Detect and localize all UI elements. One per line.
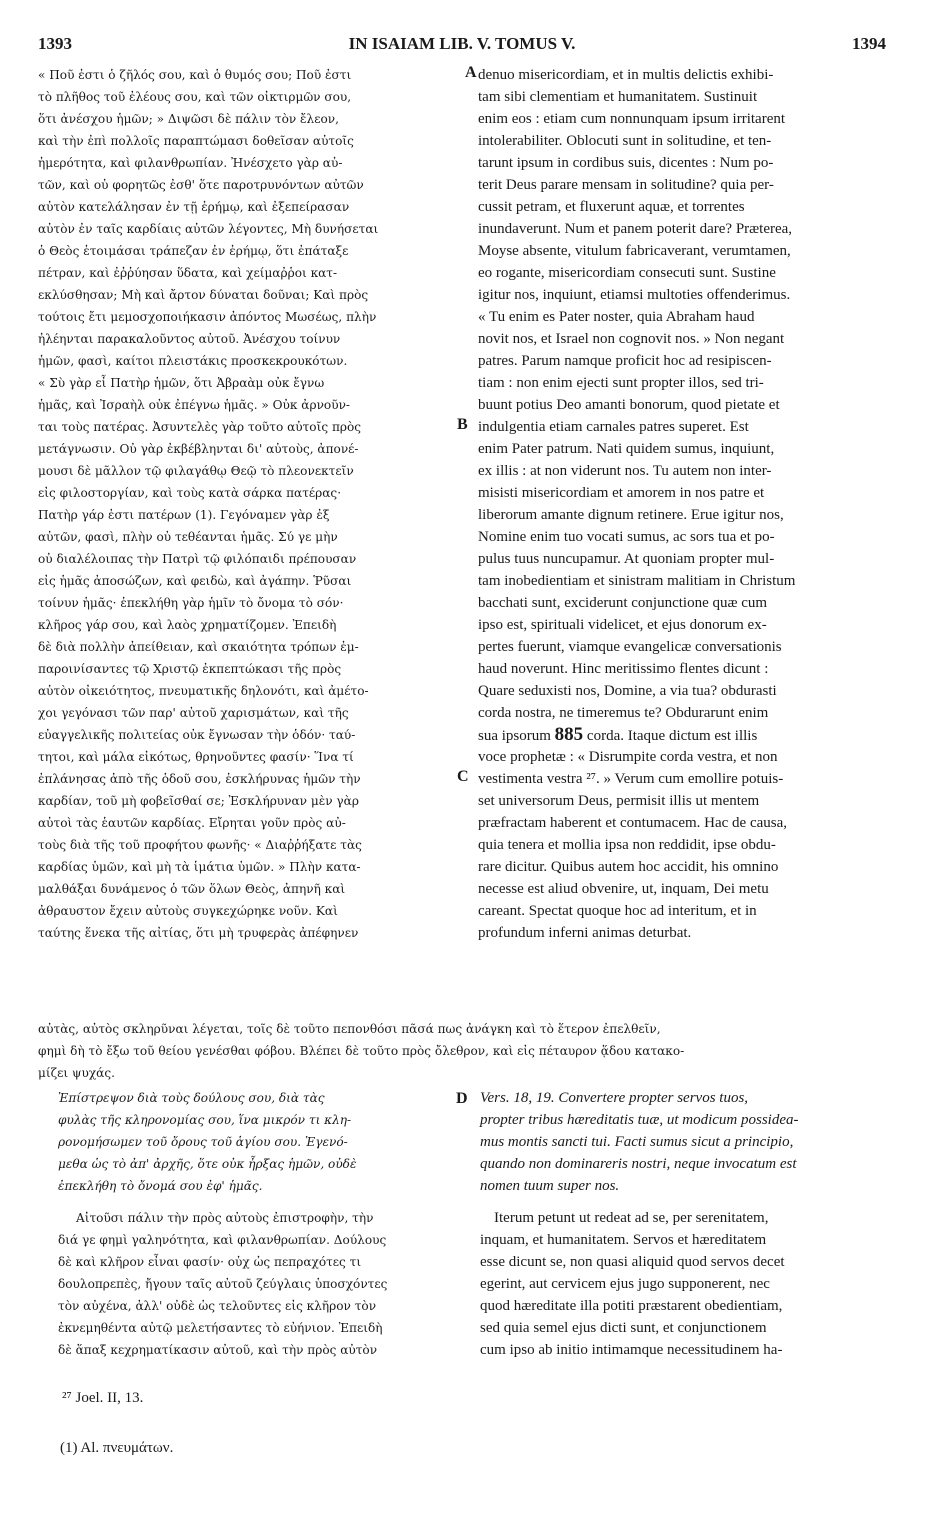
latin-italic-line: propter tribus hæreditatis tuæ, ut modicum possidea-: [480, 1112, 799, 1128]
greek-italic-line: μεθα ὡς τὸ ἀπ' ἀρχῆς, ὅτε οὐκ ἦρξας ἡμῶν, οὐδὲ: [58, 1157, 357, 1171]
latin-text-line: cum ipso ab initio intimamque necessitudinem ha-: [480, 1342, 783, 1358]
latin-text-line: inquam, et humanitatem. Servos et hæreditatem: [480, 1232, 767, 1248]
greek-text-line: αὐτῶν, φασὶ, πλὴν οὐ τεθέανται ἡμᾶς. Σύ γε μὴν: [38, 530, 338, 544]
latin-text-line: Quare seduxisti nos, Domine, a via tua? obdurasti: [478, 683, 777, 699]
latin-text-line: egerint, aut cervicem ejus jugo supponerent, nec: [480, 1276, 770, 1292]
latin-text-line: bacchati sunt, exciderunt conjunctione quæ cum: [478, 595, 768, 611]
latin-text-line: necesse est aliud obvenire, ut, inquam, Dei metu: [478, 881, 769, 897]
latin-italic-line: quando non dominareris nostri, neque invocatum est: [480, 1156, 797, 1172]
greek-span-line: μίζει ψυχάς.: [38, 1066, 115, 1080]
greek-text-line: πέτραν, καὶ ἐῤῥύησαν ὕδατα, καὶ χείμαῤῥοι κατ-: [38, 266, 338, 280]
greek-text-line: ἡμᾶς, καὶ Ἰσραὴλ οὐκ ἐπέγνω ἡμᾶς. » Οὐκ ἀρνοῦν-: [38, 398, 351, 412]
column-number: 885: [554, 724, 584, 745]
latin-text-line: misisti misericordiam et amorem in nos patre et: [478, 485, 765, 501]
greek-text-line: δὲ καὶ κλῆρον εἶναι φασίν· οὐχ ὡς πεπραχότες τι: [58, 1255, 362, 1269]
greek-text-line: « Σὺ γὰρ εἶ Πατὴρ ἡμῶν, ὅτι Ἀβραὰμ οὐκ ἔγνω: [38, 376, 325, 390]
greek-text-line: δὲ διὰ πολλὴν ἀπείθειαν, καὶ σκαιότητα τρόπων ἐμ-: [38, 640, 359, 654]
greek-text-line: ἐκνεμηθέντα αὐτῷ μελετήσαντες τὸ εὐήνιον. Ἐπειδὴ: [58, 1321, 383, 1335]
greek-text-line: ται τοὺς πατέρας. Ἀσυντελὲς γὰρ τοῦτο αὐτοῖς πρὸς: [38, 420, 362, 434]
footnote-27: ²⁷ Joel. II, 13.: [62, 1390, 144, 1406]
latin-text-line: ex illis : at non viderunt nos. Tu autem non inter-: [478, 463, 772, 479]
latin-text-line: sua ipsorum 885 corda. Itaque dictum est illis: [478, 724, 758, 745]
latin-text-line: denuo misericordiam, et in multis delictis exhibi-: [478, 67, 774, 83]
latin-text-line: esse dicunt se, non quasi aliquid quod servos decet: [480, 1254, 785, 1270]
greek-italic-line: ρονομήσωμεν τοῦ ὄρους τοῦ ἁγίου σου. Ἐγενό-: [58, 1135, 348, 1149]
greek-text-line: τὸ πλῆθος τοῦ ἐλέους σου, καὶ τῶν οἰκτιρμῶν σου,: [38, 90, 352, 104]
greek-text-line: οὐ διαλέλοιπας τὴν Πατρὶ τῷ φιλόπαιδι πρέπουσαν: [38, 552, 357, 566]
latin-text-line: voce prophetæ : « Disrumpite corda vestra, et non: [478, 749, 778, 765]
greek-text-line: εἰς φιλοστοργίαν, καὶ τοὺς κατὰ σάρκα πατέρας·: [38, 486, 342, 500]
greek-text-line: καὶ τὴν ἐπὶ πολλοῖς παραπτώμασι δοθεῖσαν αὐτοῖς: [38, 134, 354, 148]
greek-text-line: κλῆρος γάρ σου, καὶ λαὸς χρηματίζομεν. Ἐπειδὴ: [38, 618, 337, 632]
greek-text-line: διά γε φημὶ γαληνότητα, καὶ φιλανθρωπίαν. Δούλους: [58, 1233, 387, 1247]
latin-italic-line: nomen tuum super nos.: [480, 1178, 620, 1194]
latin-text-line: igitur nos, inquiunt, etiamsi multoties offenderimus.: [478, 287, 791, 303]
latin-text-line: præfractam haberent et contumacem. Hac de causa,: [478, 815, 788, 831]
greek-italic-line: ἐπεκλήθη τὸ ὄνομά σου ἐφ' ἡμᾶς.: [58, 1179, 263, 1193]
greek-text-line: αὐτὸν κατελάλησαν ἐν τῇ ἐρήμῳ, καὶ ἐξεπείρασαν: [38, 200, 350, 214]
latin-text-line: eo rogante, misericordiam consecuti sunt. Sustine: [478, 265, 776, 281]
latin-text-line: quia tenera et mollia ipsa non reddidit, ipse obdu-: [478, 837, 776, 853]
greek-italic-line: φυλὰς τῆς κληρονομίας σου, ἵνα μικρόν τι κλη-: [58, 1113, 352, 1127]
page-header: [38, 34, 886, 58]
greek-text-line: ἡμῶν, φασὶ, καίτοι πλειστάκις προσκεκρουκότων.: [38, 354, 348, 368]
latin-text-line: novit nos, et Israel non cognovit nos. » Non negant: [478, 331, 785, 347]
latin-text-line: vestimenta vestra ²⁷. » Verum cum emollire potuis-: [478, 771, 784, 787]
latin-text-line: « Tu enim es Pater noster, quia Abraham haud: [478, 309, 755, 325]
greek-text-line: τοίνυν ἡμᾶς· ἐπεκλήθη γὰρ ἡμῖν τὸ ὄνομα τὸ σόν·: [38, 596, 344, 610]
latin-text-line: terit Deus parare mensam in solitudine? quia per-: [478, 177, 774, 193]
latin-text-line: inundaverunt. Num et panem poterit dare? Præterea,: [478, 221, 793, 237]
latin-text-line: profundum inferni animas deturbat.: [478, 925, 692, 941]
section-marker-a: A: [465, 64, 477, 81]
greek-text-line: ὁ Θεὸς ἑτοιμάσαι τράπεζαν ἐν ἐρήμῳ, ὅτι ἐπάταξε: [38, 244, 349, 258]
greek-span-line: αὐτὰς, αὐτὸς σκληρῦναι λέγεται, τοῖς δὲ τοῦτο πεπονθόσι πᾶσά πως ἀνάγκη καὶ τὸ ἕτερον ἐπελθεῖν,: [38, 1022, 661, 1036]
greek-text-line: τούτοις ἔτι μεμοσχοποιήκασιν ἀπόντος Μωσέως, πλὴν: [38, 310, 377, 324]
section-marker-d: D: [456, 1090, 468, 1107]
latin-text-line: enim Pater patrum. Nati quidem sumus, inquiunt,: [478, 441, 775, 457]
latin-text-line: ipso est, spirituali videlicet, et ejus donorum ex-: [478, 617, 767, 633]
greek-text-line: δὲ ἅπαξ κεχρηματίκασιν αὐτοῦ, καὶ τὴν πρὸς αὐτὸν: [58, 1343, 378, 1357]
greek-text-line: τὸν αὐχένα, ἀλλ' οὐδὲ ὡς τελοῦντες εἰς κλῆρον τὸν: [58, 1299, 377, 1313]
greek-text-line: τητοι, καὶ μάλα εἰκότως, θρηνοῦντες φασίν· Ἵνα τί: [38, 750, 354, 764]
greek-text-line: παροινίσαντες τῷ Χριστῷ ἐκπεπτώκασι τῆς πρὸς: [38, 662, 342, 676]
greek-text-line: μαλθάξαι δυνάμενος ὁ τῶν ὅλων Θεὸς, ἀπηνῆ καὶ: [38, 882, 346, 896]
latin-text-line: corda nostra, ne timeremus te? Obdurarunt enim: [478, 705, 769, 721]
greek-text-line: ἡμερότητα, καὶ φιλανθρωπίαν. Ἠνέσχετο γὰρ αὐ-: [38, 156, 343, 170]
latin-text-line: tam sibi clementiam et humanitatem. Sustinuit: [478, 89, 758, 105]
greek-text-line: δουλοπρεπὲς, ἤγουν ταῖς αὐτοῦ ζεύγλαις ὑποσχόντες: [58, 1277, 388, 1291]
latin-text-line: pertes fuerunt, viamque evangelicæ conversationis: [478, 639, 782, 655]
latin-text-line: sed quia semel ejus dicti sunt, et conjunctionem: [480, 1320, 767, 1336]
greek-span-line: φημὶ δὴ τὸ ἔξω τοῦ θείου γενέσθαι φόβου. Βλέπει δὲ τοῦτο πρὸς ὄλεθρον, καὶ εἰς πέταυρον ᾅδου κατακο-: [38, 1044, 685, 1058]
latin-text-line: enim eos : etiam cum nonnunquam ipsum irritarent: [478, 111, 786, 127]
latin-text-line: tam inobedientiam et sinistram malitiam in Christum: [478, 573, 796, 589]
latin-text-line: set universorum Deus, permisit illis ut mentem: [478, 793, 760, 809]
latin-text-line: haud noverunt. Hinc meritissimo flentes dicunt :: [478, 661, 769, 677]
latin-text-line: tiam : non enim ejecti sunt propter illos, sed tri-: [478, 375, 764, 391]
greek-text-line: τοὺς διὰ τῆς τοῦ προφήτου φωνῆς· « Διαῤῥήξατε τὰς: [38, 838, 362, 852]
latin-text-line: tarunt ipsum in cordibus suis, dicentes : Num po-: [478, 155, 774, 171]
latin-italic-line: mus montis sancti tui. Facti sumus sicut a principio,: [480, 1134, 794, 1150]
latin-text-line: Nomine enim tuo vocati sumus, ac sors tua et po-: [478, 529, 775, 545]
greek-text-line: ἀθραυστον ἔχειν αὐτοὺς συγκεχώρηκε νοῦν. Καὶ: [38, 904, 338, 918]
page-number-right: 1394: [852, 34, 886, 53]
greek-text-line: Αἰτοῦσι πάλιν τὴν πρὸς αὐτοὺς ἐπιστροφὴν, τὴν: [76, 1211, 374, 1225]
greek-text-line: « Ποῦ ἐστι ὁ ζῆλός σου, καὶ ὁ θυμός σου; Ποῦ ἐστι: [38, 68, 352, 82]
greek-text-line: τῶν, καὶ οὐ φορητῶς ἐσθ' ὅτε παροτρυνόντων αὐτῶν: [38, 178, 364, 192]
greek-text-line: ταύτης ἕνεκα τῆς αἰτίας, ὅτι μὴ τρυφερὰς ἀπέφηνεν: [38, 926, 359, 940]
section-marker-b: B: [457, 416, 468, 433]
latin-text-line: rare dicitur. Quibus autem hoc accidit, his omnino: [478, 859, 779, 875]
greek-text-line: εὐαγγελικῆς πολιτείας οὐκ ἔγνωσαν τὴν ὁδόν· ταύ-: [38, 728, 356, 742]
greek-text-line: αὐτὸν οἰκειότητος, πνευματικῆς δηλονότι, καὶ ἀμέτο-: [38, 684, 369, 698]
latin-text-line: indulgentia etiam carnales patres superet. Est: [478, 419, 749, 435]
greek-text-line: μετάγνωσιν. Οὐ γὰρ ἐκβέβληνται δι' αὐτοὺς, ἀπονέ-: [38, 442, 359, 456]
greek-text-line: αὐτὸν ἐν ταῖς καρδίαις αὐτῶν λέγοντες, Μὴ δυνήσεται: [38, 222, 379, 236]
latin-text-line: buunt potius Deo amanti bonorum, quod pietate et: [478, 397, 780, 413]
greek-text-line: ἠλέηνται παρακαλοῦντος αὐτοῦ. Ἀνέσχου τοίνυν: [38, 332, 341, 346]
greek-text-line: μουσι δὲ μᾶλλον τῷ φιλαγάθῳ Θεῷ τὸ πλεονεκτεῖν: [38, 464, 354, 478]
latin-text-line: pulus tuus nuncupamur. At quoniam propter mul-: [478, 551, 775, 567]
greek-text-line: ἐπλάνησας ἀπὸ τῆς ὁδοῦ σου, ἐσκλήρυνας ἡμῶν τὴν: [38, 772, 361, 786]
running-title: IN ISAIAM LIB. V. TOMUS V.: [348, 34, 576, 53]
greek-text-line: Πατὴρ γάρ ἐστι πατέρων (1). Γεγόναμεν γὰρ ἐξ: [38, 508, 330, 522]
latin-text-line: liberorum amante dignum retinere. Erue igitur nos,: [478, 507, 784, 523]
latin-text-line: Iterum petunt ut redeat ad se, per serenitatem,: [494, 1210, 769, 1226]
latin-text-line: patres. Parum namque proficit hoc ad resipiscen-: [478, 353, 772, 369]
greek-text-line: καρδίαν, τοῦ μὴ φοβεῖσθαί σε; Ἐσκλήρυναν μὲν γὰρ: [38, 794, 359, 808]
footnote-1: (1) Al. πνευμάτων.: [60, 1440, 174, 1456]
greek-text-line: χοι γεγόνασι τῶν παρ' αὐτοῦ χαρισμάτων, καὶ τῆς: [38, 706, 349, 720]
latin-text-line: careant. Spectat quoque hoc ad interitum, et in: [478, 903, 757, 919]
greek-text-line: αὐτοὶ τὰς ἑαυτῶν καρδίας. Εἴρηται γοῦν πρὸς αὐ-: [38, 816, 346, 830]
greek-text-line: εἰς ἡμᾶς ἀποσώζων, καὶ φειδὼ, καὶ ἀγάπην. Ῥῦσαι: [38, 574, 352, 588]
latin-text-line: quod hæreditate illa potiti præstarent obedientiam,: [480, 1298, 783, 1314]
latin-text-line: intolerabiliter. Oblocuti sunt in solitudine, et ten-: [478, 133, 772, 149]
greek-text-line: εκλύσθησαν; Μὴ καὶ ἄρτον δύναται δοῦναι; Καὶ πρὸς: [38, 288, 369, 302]
latin-text-line: Moyse absente, vitulum fabricaverant, verumtamen,: [478, 243, 791, 259]
page-number-left: 1393: [38, 34, 72, 53]
section-marker-c: C: [457, 768, 469, 785]
greek-italic-line: Ἐπίστρεψον διὰ τοὺς δούλους σου, διὰ τὰς: [58, 1091, 325, 1105]
latin-text-line: cussit petram, et fluxerunt aquæ, et torrentes: [478, 199, 745, 215]
greek-text-line: καρδίας ὑμῶν, καὶ μὴ τὰ ἱμάτια ὑμῶν. » Πλὴν κατα-: [38, 860, 361, 874]
greek-text-line: ὅτι ἀνέσχου ἡμῶν; » Διψῶσι δὲ πάλιν τὸν ἔλεον,: [38, 112, 339, 126]
latin-italic-line: Vers. 18, 19. Convertere propter servos tuos,: [480, 1090, 749, 1106]
